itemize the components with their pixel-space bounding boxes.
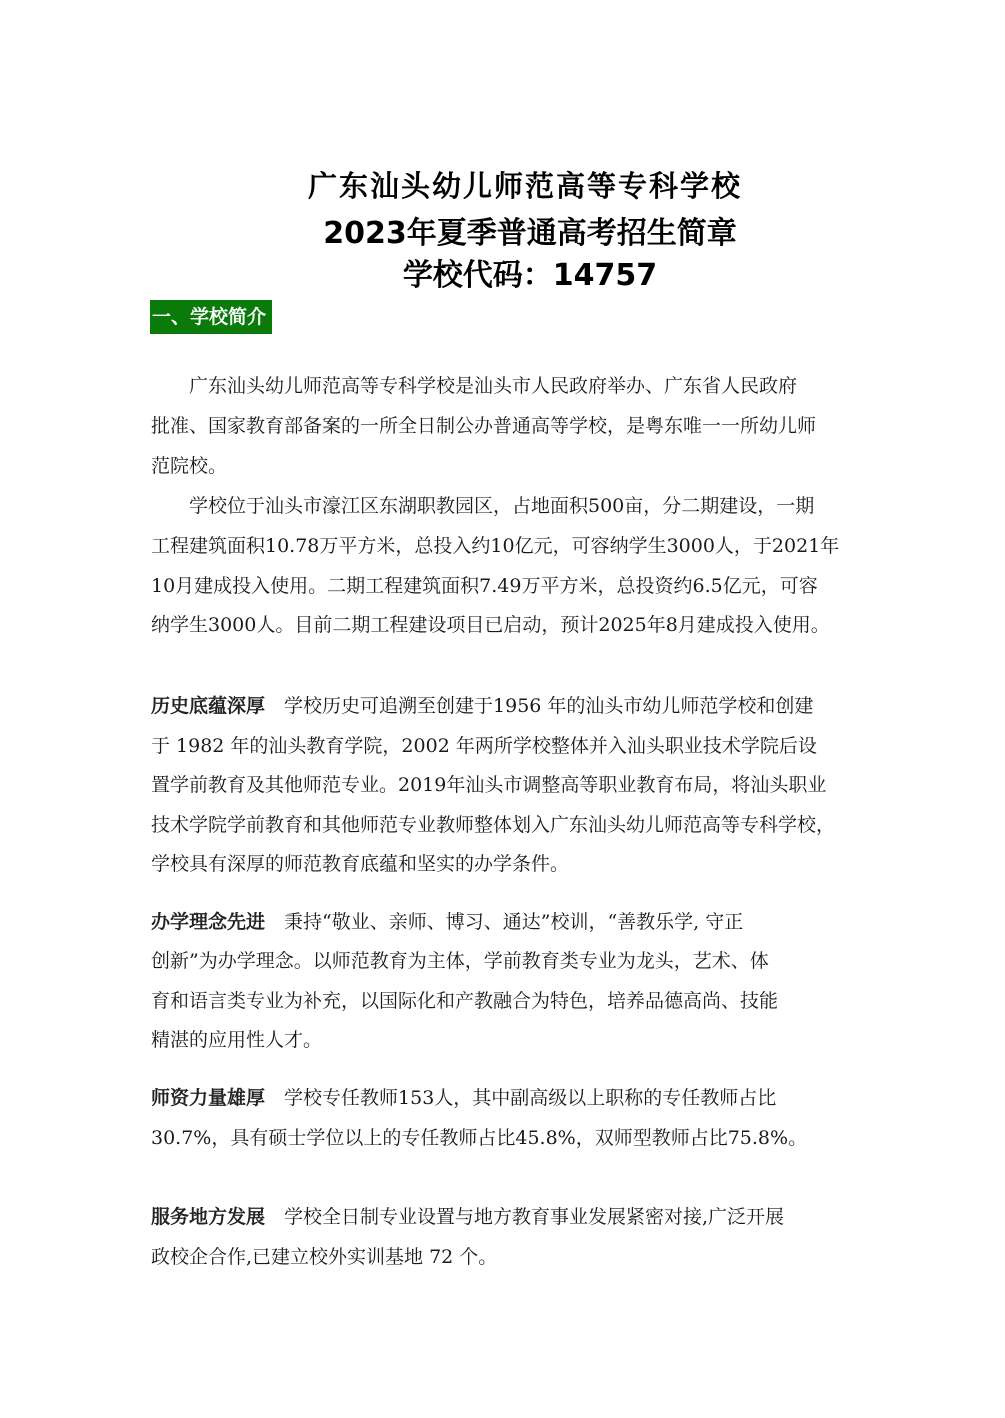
history-line: 学校具有深厚的师范教育底蕴和坚实的办学条件。 <box>151 853 570 875</box>
faculty-line: 30.7%，具有硕士学位以上的专任教师占比45.8%，双师型教师占比75.8%。 <box>151 1127 808 1149</box>
intro-line: 批准、国家教育部备案的一所全日制公办普通高等学校，是粤东唯一一所幼儿师 <box>151 415 817 437</box>
history-line: 于 1982 年的汕头教育学院，2002 年两所学校整体并入汕头职业技术学院后设 <box>151 735 817 757</box>
intro-line: 范院校。 <box>151 455 228 477</box>
school-name-title: 广东汕头幼儿师范高等专科学校 <box>307 169 742 203</box>
service-line: 政校企合作,已建立校外实训基地 72 个。 <box>151 1246 498 1268</box>
location-line: 工程建筑面积10.78万平方米，总投入约10亿元，可容纳学生3000人，于2021年 <box>151 535 840 557</box>
faculty-paragraph-first-line <box>151 1085 776 1111</box>
philosophy-label: 办学理念先进 <box>151 911 266 933</box>
faculty-label: 师资力量雄厚 <box>151 1087 266 1109</box>
history-label: 历史底蕴深厚 <box>151 695 266 717</box>
history-paragraph-first-line <box>151 693 813 719</box>
faculty-text: 学校专任教师153人，其中副高级以上职称的专任教师占比 <box>265 1087 777 1109</box>
philosophy-paragraph-first-line <box>151 909 743 935</box>
location-line: 纳学生3000人。目前二期工程建设项目已启动，预计2025年8月建成投入使用。 <box>151 614 830 636</box>
location-line: 学校位于汕头市濠江区东湖职教园区，占地面积500亩，分二期建设，一期 <box>151 495 815 517</box>
location-line: 10月建成投入使用。二期工程建筑面积7.49万平方米，总投资约6.5亿元，可容 <box>151 575 818 597</box>
brochure-title: 2023年夏季普通高考招生简章 <box>323 216 737 251</box>
history-line: 技术学院学前教育和其他师范专业教师整体划入广东汕头幼儿师范高等专科学校， <box>151 814 836 836</box>
history-line: 置学前教育及其他师范专业。2019年汕头市调整高等职业教育布局，将汕头职业 <box>151 774 827 796</box>
school-code-title: 学校代码：14757 <box>402 258 658 293</box>
intro-line: 广东汕头幼儿师范高等专科学校是汕头市人民政府举办、广东省人民政府 <box>151 375 798 397</box>
section-heading-school-intro: 一、学校简介 <box>150 300 272 334</box>
philosophy-line: 精湛的应用性人才。 <box>151 1029 323 1051</box>
history-text: 学校历史可追溯至创建于1956 年的汕头市幼儿师范学校和创建 <box>265 695 814 717</box>
service-paragraph-first-line <box>151 1204 784 1230</box>
philosophy-line: 育和语言类专业为补充，以国际化和产教融合为特色，培养品德高尚、技能 <box>151 990 779 1012</box>
philosophy-text: 秉持“敬业、亲师、博习、通达”校训，“善教乐学, 守正 <box>265 911 744 933</box>
philosophy-line: 创新”为办学理念。以师范教育为主体，学前教育类专业为龙头，艺术、体 <box>151 950 769 972</box>
service-label: 服务地方发展 <box>151 1206 266 1228</box>
service-text: 学校全日制专业设置与地方教育事业发展紧密对接,广泛开展 <box>265 1206 785 1228</box>
